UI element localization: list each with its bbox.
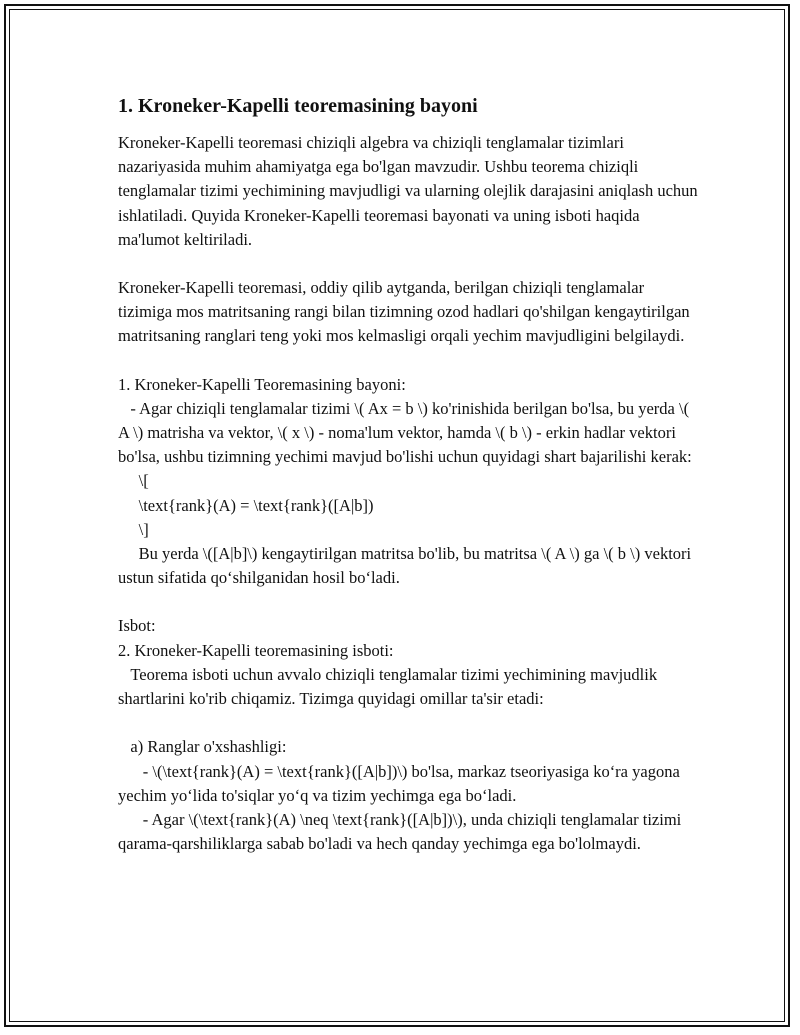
document-body bbox=[118, 93, 702, 856]
document-title: 1. Kroneker-Kapelli teoremasining bayoni bbox=[118, 95, 478, 117]
proof-section: Isbot: 2. Kroneker-Kapelli teoremasining isboti: Teorema isboti uchun avvalo chiziqli tenglamalar tizimi yechimining mavjudlik shartlarini ko'rib chiqamiz. Tizimga quyidagi omillar ta'sir etadi: a) Ranglar o'xshashligi: - \(\text{rank}(A) = \text{rank}([A|b])\) bo'lsa, markaz tseoriyasiga ko‘ra yagona yechim yo‘lida to'siqlar yo‘q va tizim yechimga ega bo‘ladi. - Agar \(\text{rank}(A) \neq \text{rank}([A|b])\), unda chiziqli tenglamalar tizimi qarama-qarshiliklarga sabab bo'ladi va hech qanday yechimga ega bo'lolmaydi. bbox=[118, 616, 682, 854]
intro-paragraph: Kroneker-Kapelli teoremasi chiziqli algebra va chiziqli tenglamalar tizimlari nazariyasida muhim ahamiyatga ega bo'lgan mavzudir. Ushbu teorema chiziqli tenglamalar tizimi yechimining mavjudligi va ularning olejlik darajasini aniqlash uchun ishlatiladi. Quyida Kroneker-Kapelli teoremasi bayonati va uning isboti haqida ma'lumot keltiriladi. bbox=[118, 133, 702, 249]
paragraph-gap bbox=[118, 590, 698, 614]
summary-paragraph: Kroneker-Kapelli teoremasi, oddiy qilib aytganda, berilgan chiziqli tenglamalar tizimiga mos matritsaning rangi bilan tizimning ozod hadlari qo'shilgan kengaytirilgan matritsaning ranglari teng yoki mos kelmasligi orqali yechim mavjudligini belgilaydi. bbox=[118, 278, 694, 346]
paragraph-gap bbox=[118, 349, 698, 373]
theorem-statement: 1. Kroneker-Kapelli Teoremasining bayoni: - Agar chiziqli tenglamalar tizimi \( Ax = b \) ko'rinishida berilgan bo'lsa, bu yerda \( A \) matrisha va vektor, \( x \) - noma'lum vektor, hamda \( b \) - erkin hadlar vektori bo'lsa, ushbu tizimning yechimi mavjud bo'lishi uchun quyidagi shart bajarilishi kerak: \[ \text{rank}(A) = \text{rank}([A|b]) \] Bu yerda \([A|b]\) kengaytirilgan matritsa bo'lib, bu matritsa \( A \) ga \( b \) vektori ustun sifatida qo‘shilganidan hosil bo‘ladi. bbox=[118, 374, 692, 588]
paragraph-gap bbox=[118, 252, 698, 276]
